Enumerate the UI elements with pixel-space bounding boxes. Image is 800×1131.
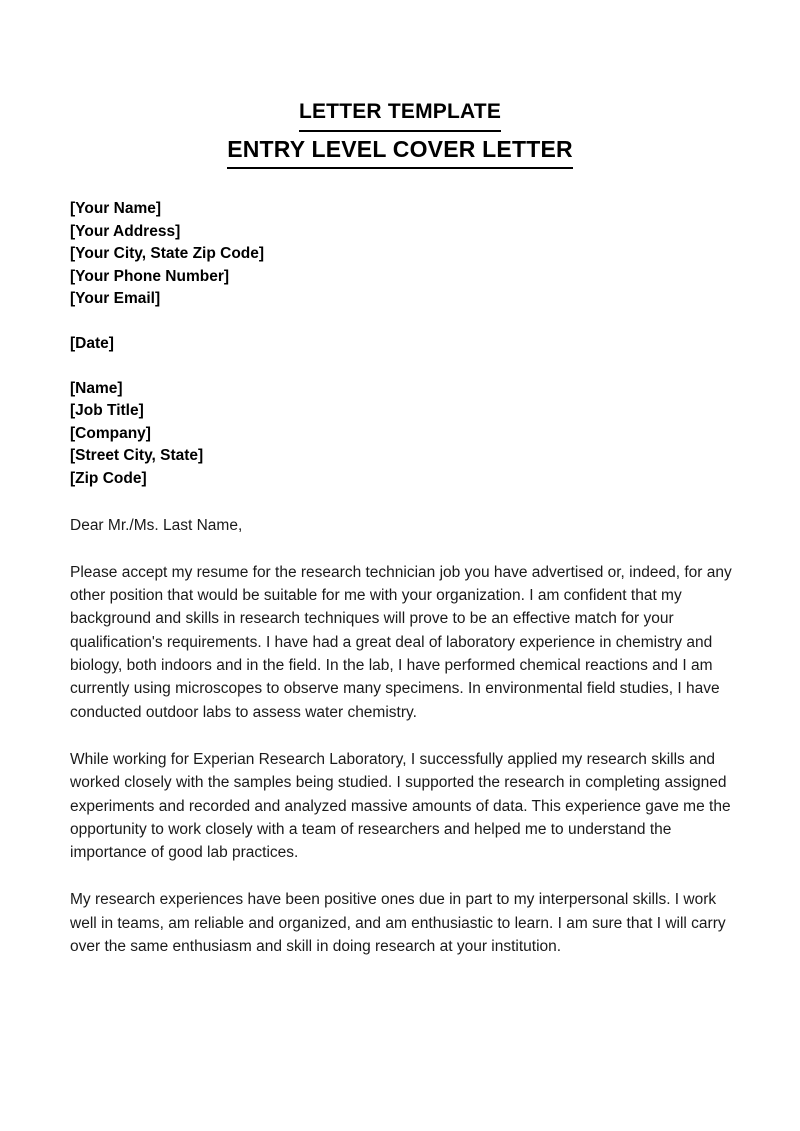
body-paragraph-3: My research experiences have been positive ones due in part to my interpersonal skills. I work well in teams, am reliable and organized, and am enthusiastic to learn. I am sure that I will carry over the same enthusiasm and skill in doing research at your institution. (70, 891, 726, 955)
spacer-after-paragraph-1 (70, 724, 738, 748)
sender-address-block (70, 198, 738, 311)
body-paragraph-2: While working for Experian Research Laboratory, I successfully applied my research skills and worked closely with the samples being studied. I supported the research in completing assigned experiments and recorded and analyzed massive amounts of data. This experience gave me the opportunity to work closely with a team of researchers and helped me to understand the importance of good lab practices. (70, 750, 731, 862)
recipient-company: [Company] (70, 424, 151, 442)
spacer-after-sender (70, 311, 738, 333)
letter-body (70, 198, 738, 958)
salutation: Dear Mr./Ms. Last Name, (70, 516, 243, 534)
document-title-line-1-text: LETTER TEMPLATE (299, 95, 501, 132)
spacer-before-salutation (70, 491, 738, 514)
document-title-block (0, 95, 800, 169)
recipient-street-city-state: [Street City, State] (70, 447, 204, 465)
spacer-after-date (70, 356, 738, 378)
document-title-line-2 (0, 132, 800, 169)
letter-date: [Date] (70, 334, 114, 352)
document-title-line-2-text: ENTRY LEVEL COVER LETTER (227, 132, 573, 169)
spacer-after-paragraph-2 (70, 864, 738, 888)
sender-email: [Your Email] (70, 290, 161, 308)
sender-city-state-zip: [Your City, State Zip Code] (70, 245, 265, 263)
recipient-name: [Name] (70, 379, 123, 397)
spacer-after-salutation (70, 537, 738, 561)
document-title-line-1 (0, 95, 800, 132)
recipient-address-block (70, 378, 738, 491)
body-paragraph-1: Please accept my resume for the research technician job you have advertised or, indeed, for any other position that would be suitable for me with your organization. I am confident that my background and skills in research techniques will prove to be an effective match for your qualification's requirements. I have had a great deal of laboratory experience in chemistry and biology, both indoors and in the field. In the lab, I have performed chemical reactions and I am currently using microscopes to observe many specimens. In environmental field studies, I have conducted outdoor labs to assess water chemistry. (70, 563, 732, 721)
sender-address: [Your Address] (70, 222, 181, 240)
sender-phone: [Your Phone Number] (70, 267, 230, 285)
recipient-zip-code: [Zip Code] (70, 469, 147, 487)
date-block (70, 333, 738, 356)
sender-name: [Your Name] (70, 200, 162, 217)
recipient-job-title: [Job Title] (70, 402, 144, 420)
